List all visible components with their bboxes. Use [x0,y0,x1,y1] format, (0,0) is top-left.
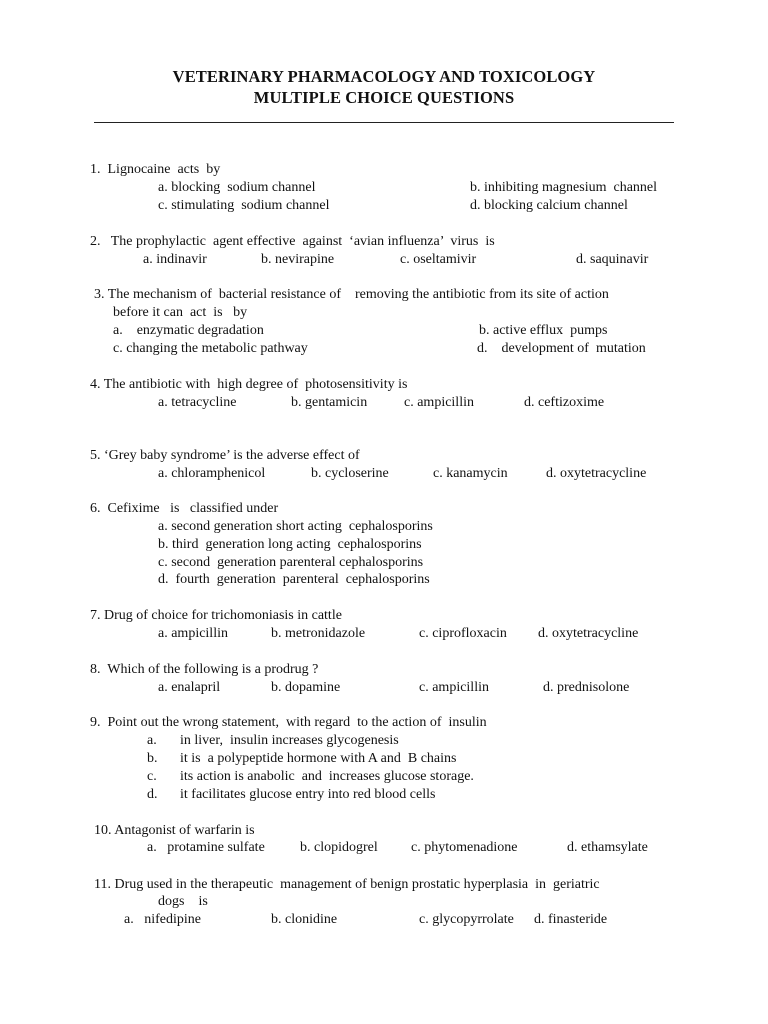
question-text: 4. The antibiotic with high degree of photosensitivity is [90,377,408,392]
question-text: 3. The mechanism of bacterial resistance of removing the antibiotic from its site of action [94,287,609,302]
option-d: it facilitates glucose entry into red blood cells [180,787,436,802]
option-d: d. oxytetracycline [538,626,639,641]
option-b: it is a polypeptide hormone with A and B chains [180,751,457,766]
document-title: VETERINARY PHARMACOLOGY AND TOXICOLOGY [172,67,596,86]
option-b: b. dopamine [271,680,341,695]
question-text: 8. Which of the following is a prodrug ? [90,662,319,677]
option-d: d. oxytetracycline [546,466,647,481]
option-b: b. metronidazole [271,626,366,641]
option-b: b. cycloserine [311,466,389,481]
option-c-label: c. [147,769,157,784]
option-d: d. development of mutation [477,341,646,356]
option-c: c. ciprofloxacin [419,626,507,641]
option-b: b. inhibiting magnesium channel [470,180,658,195]
question-text-continued: dogs is [158,894,208,909]
option-a-label: a. [147,733,157,748]
question-text: 5. ‘Grey baby syndrome’ is the adverse effect of [90,448,360,463]
option-c: c. glycopyrrolate [419,912,514,927]
option-c: c. oseltamivir [400,252,477,267]
option-b: b. third generation long acting cephalosporins [158,537,422,552]
option-d: d. ethamsylate [567,840,648,855]
question-text: 10. Antagonist of warfarin is [94,823,255,838]
question-text: 2. The prophylactic agent effective against ‘avian influenza’ virus is [90,234,495,249]
option-a: a. chloramphenicol [158,466,266,481]
option-b: b. nevirapine [261,252,335,267]
option-a: a. indinavir [143,252,207,267]
option-a: a. ampicillin [158,626,228,641]
question-text: 9. Point out the wrong statement, with regard to the action of insulin [90,715,487,730]
option-a: a. second generation short acting cephalosporins [158,519,433,534]
option-c: c. ampicillin [419,680,489,695]
option-d: d. fourth generation parenteral cephalosporins [158,572,430,587]
option-a: a. enalapril [158,680,221,695]
option-b: b. clonidine [271,912,338,927]
option-a: in liver, insulin increases glycogenesis [180,733,399,748]
option-d: d. saquinavir [576,252,649,267]
option-d: d. prednisolone [543,680,630,695]
option-b: b. active efflux pumps [479,323,608,338]
option-d: d. ceftizoxime [524,395,605,410]
question-text: 1. Lignocaine acts by [90,162,221,177]
option-a: a. nifedipine [124,912,201,927]
option-a: a. enzymatic degradation [113,323,264,338]
option-b: b. clopidogrel [300,840,378,855]
option-c: c. kanamycin [433,466,508,481]
option-c: c. changing the metabolic pathway [113,341,308,356]
option-c: its action is anabolic and increases glucose storage. [180,769,474,784]
option-c: c. ampicillin [404,395,474,410]
question-text-continued: before it can act is by [113,305,248,320]
option-c: c. stimulating sodium channel [158,198,330,213]
option-a: a. tetracycline [158,395,237,410]
document-subtitle: MULTIPLE CHOICE QUESTIONS [253,88,515,107]
option-b-label: b. [147,751,158,766]
option-a: a. protamine sulfate [147,840,265,855]
title-divider [94,122,674,123]
option-d-label: d. [147,787,158,802]
option-c: c. phytomenadione [411,840,518,855]
option-a: a. blocking sodium channel [158,180,316,195]
option-d: d. blocking calcium channel [470,198,628,213]
option-b: b. gentamicin [291,395,368,410]
option-d: d. finasteride [534,912,608,927]
option-c: c. second generation parenteral cephalosporins [158,555,424,570]
question-text: 7. Drug of choice for trichomoniasis in cattle [90,608,342,623]
question-text: 11. Drug used in the therapeutic management of benign prostatic hyperplasia in geriatric [94,877,600,892]
question-text: 6. Cefixime is classified under [90,501,279,516]
